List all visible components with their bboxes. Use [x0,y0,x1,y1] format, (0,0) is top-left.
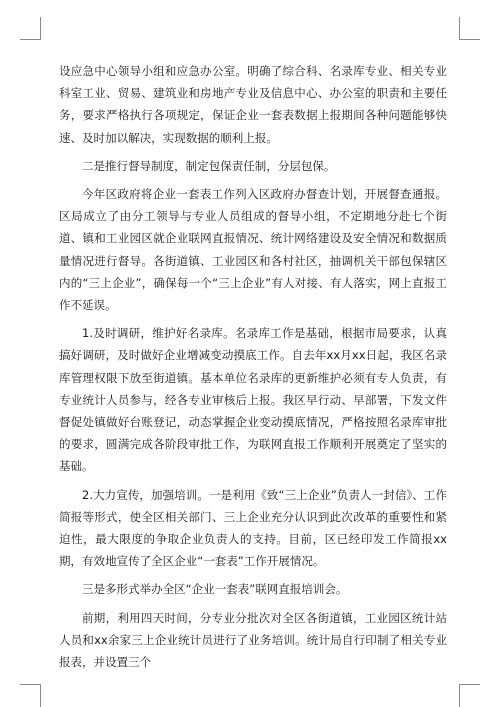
paragraph-5: 2.大力宣传，加强培训。一是利用《致“三上企业”负责人一封信》、工作简报等形式，使全区相关部门、三上企业充分认识到此次改革的重要性和紧迫性，最大限度的争取企业负责人的支持。目前，区已经印发工作简报xx期，有效地宣传了全区企业“一套表”工作开展情况。 [59,487,447,569]
crop-mark-bottom-right [459,684,480,707]
crop-mark-top-right [459,17,480,40]
crop-mark-top-left [20,17,41,40]
crop-mark-bottom-left [20,684,41,707]
document-body [59,60,447,679]
paragraph-2: 二是推行督导制度，制定包保责任制，分层包保。 [82,158,336,173]
paragraph-6: 三是多形式举办全区“企业一套表”联网直报培训会。 [82,582,348,597]
paragraph-3: 今年区政府将企业一套表工作列入区政府办督查计划，开展督查通报。区局成立了由分工领导与专业人员组成的督导小组，不定期地分赴七个街道、镇和工业园区就企业联网直报情况、统计网络建设及安全情况和数据质量情况进行督导。各街道镇、工业园区和各村社区，抽调机关干部包保辖区内的“三上企业”，确保每一个“三上企业”有人对接、有人落实，网上直报工作不延误。 [59,187,447,313]
paragraph-1: 设应急中心领导小组和应急办公室。明确了综合科、名录库专业、相关专业科室工业、贸易、建筑业和房地产专业及信息中心、办公室的职责和主要任务，要求严格执行各项规定，保证企业一套表数据上报期间各种问题能够快速、及时加以解决，实现数据的顺利上报。 [59,64,447,145]
paragraph-4: 1.及时调研，维护好名录库。名录库工作是基础，根据市局要求，认真搞好调研，及时做好企业增减变动摸底工作。自去年xx月xx日起，我区名录库管理权限下放至街道镇。基本单位名录库的更新维护必须有专人负责，有专业统计人员参与，经各专业审核后上报。我区早行动、早部署，下发文件督促处镇做好台账登记，动态掌握企业变动摸底情况，严格按照名录库审批的要求，圆满完成各阶段审批工作，为联网直报工作顺利开展奠定了坚实的基础。 [59,326,447,474]
paragraph-7: 前期，利用四天时间，分专业分批次对全区各街道镇，工业园区统计站人员和xx余家三上企业统计员进行了业务培训。统计局自行印制了相关专业报表，并设置三个 [59,610,447,670]
